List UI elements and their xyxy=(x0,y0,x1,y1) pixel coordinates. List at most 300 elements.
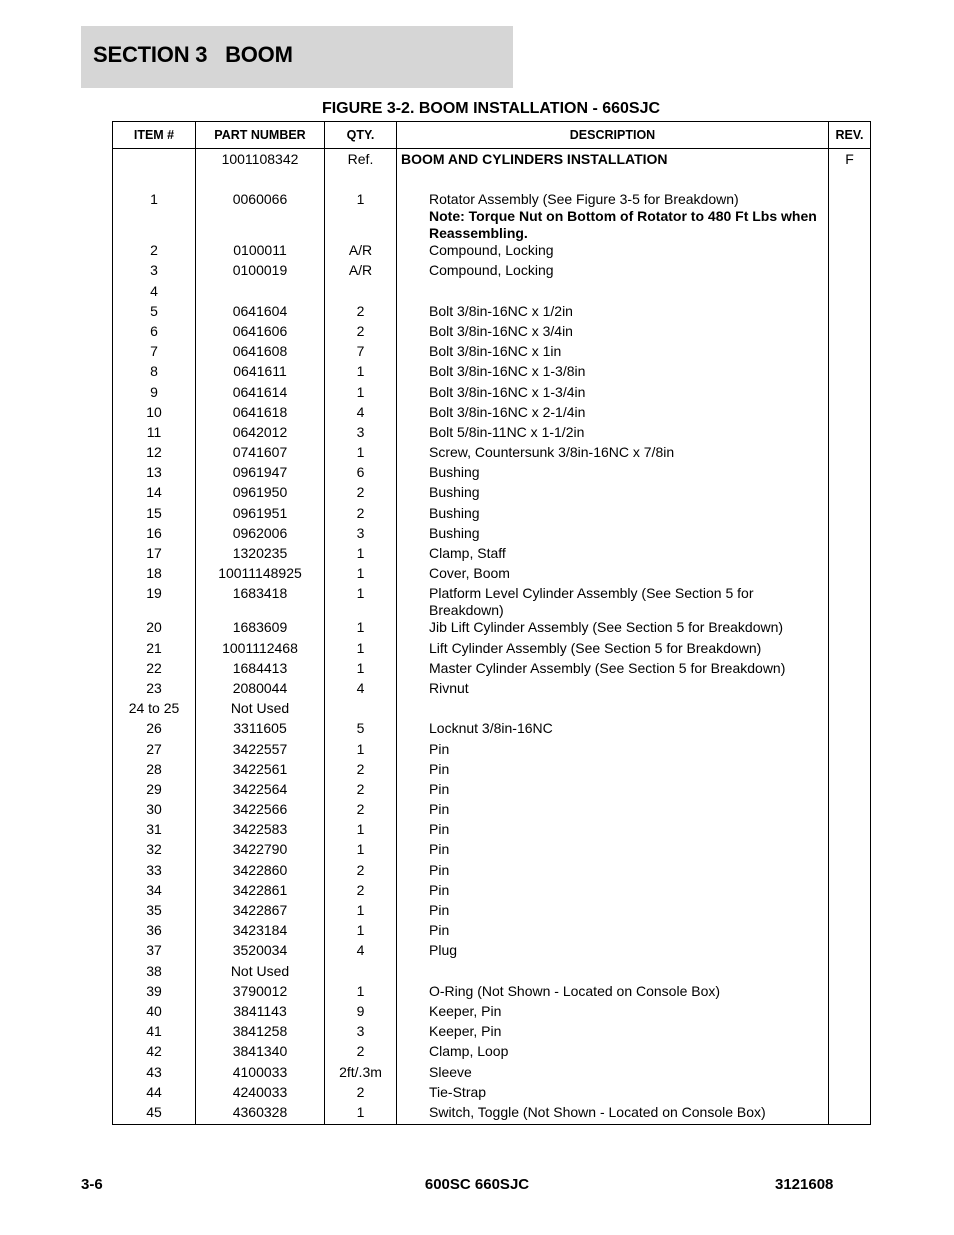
cell-qty: 2 xyxy=(325,484,397,504)
cell-rev xyxy=(829,720,871,740)
table-row xyxy=(113,1104,871,1125)
table-row xyxy=(113,619,871,639)
table-row xyxy=(113,942,871,962)
cell-qty: 1 xyxy=(325,902,397,922)
cell-qty: 4 xyxy=(325,942,397,962)
description-text: Bolt 3/8in-16NC x 1-3/8in xyxy=(429,363,586,380)
cell-item: 7 xyxy=(113,343,196,363)
cell-rev xyxy=(829,1043,871,1063)
table-row xyxy=(113,191,871,242)
cell-description xyxy=(397,545,829,565)
cell-description xyxy=(397,882,829,902)
cell-qty: 7 xyxy=(325,343,397,363)
cell-rev xyxy=(829,1064,871,1084)
cell-description xyxy=(397,660,829,680)
cell-part-number: 0961951 xyxy=(196,505,325,525)
description-text: Pin xyxy=(429,841,450,858)
cell-item: 29 xyxy=(113,781,196,801)
table-row xyxy=(113,242,871,262)
description-text: Pin xyxy=(429,922,450,939)
cell-description: BOOM AND CYLINDERS INSTALLATION xyxy=(397,149,829,172)
table-row xyxy=(113,841,871,861)
cell-description xyxy=(397,283,829,303)
cell-part-number: 3423184 xyxy=(196,922,325,942)
cell-qty: 4 xyxy=(325,680,397,700)
cell-item: 28 xyxy=(113,761,196,781)
description-text: Cover, Boom xyxy=(429,565,510,582)
description-text: Plug xyxy=(429,942,458,959)
cell-description xyxy=(397,821,829,841)
cell-description xyxy=(397,761,829,781)
cell-part-number: 3422566 xyxy=(196,801,325,821)
table-row xyxy=(113,741,871,761)
cell-qty: 1 xyxy=(325,1104,397,1125)
cell-description xyxy=(397,303,829,323)
description-text: Switch, Toggle (Not Shown - Located on Console Box) xyxy=(429,1103,766,1120)
cell-item: 39 xyxy=(113,983,196,1003)
cell-part-number: 0642012 xyxy=(196,424,325,444)
cell-item: 40 xyxy=(113,1003,196,1023)
section-title: SECTION 3 BOOM xyxy=(93,42,293,67)
cell-qty: 1 xyxy=(325,585,397,619)
cell-qty: 2 xyxy=(325,862,397,882)
cell-item: 2 xyxy=(113,242,196,262)
cell-qty: 2 xyxy=(325,323,397,343)
cell-item: 6 xyxy=(113,323,196,343)
cell-rev xyxy=(829,545,871,565)
cell-part-number: 0100019 xyxy=(196,262,325,282)
table-header-row xyxy=(113,122,871,149)
parts-table xyxy=(112,121,871,1125)
description-text: Bolt 3/8in-16NC x 3/4in xyxy=(429,322,573,339)
cell-rev xyxy=(829,565,871,585)
description-note: Note: Torque Nut on Bottom of Rotator to 480 Ft Lbs when Reassembling. xyxy=(429,208,817,242)
cell-qty: Ref. xyxy=(325,149,397,172)
cell-rev xyxy=(829,242,871,262)
cell-description xyxy=(397,505,829,525)
cell-qty: 1 xyxy=(325,384,397,404)
cell-description xyxy=(397,640,829,660)
cell-qty: 1 xyxy=(325,444,397,464)
figure-title: FIGURE 3-2. BOOM INSTALLATION - 660SJC xyxy=(321,100,661,117)
table-row xyxy=(113,801,871,821)
cell-rev xyxy=(829,505,871,525)
header-qty: QTY. xyxy=(325,122,397,149)
cell-rev xyxy=(829,262,871,282)
cell-part-number: 0641608 xyxy=(196,343,325,363)
cell-description xyxy=(397,700,829,720)
cell-rev xyxy=(829,700,871,720)
cell-rev xyxy=(829,444,871,464)
cell-part-number: 3422860 xyxy=(196,862,325,882)
cell-description xyxy=(397,384,829,404)
description-text: Sleeve xyxy=(429,1063,472,1080)
cell-rev xyxy=(829,942,871,962)
description-text: Screw, Countersunk 3/8in-16NC x 7/8in xyxy=(429,444,675,461)
description-text: Pin xyxy=(429,740,450,757)
table-row xyxy=(113,303,871,323)
cell-description xyxy=(397,424,829,444)
cell-rev xyxy=(829,902,871,922)
table-row-spacer xyxy=(113,171,871,191)
cell-part-number: 0641618 xyxy=(196,404,325,424)
cell-rev xyxy=(829,384,871,404)
cell-qty: 6 xyxy=(325,464,397,484)
table-row xyxy=(113,585,871,619)
table-row xyxy=(113,862,871,882)
table-row xyxy=(113,283,871,303)
cell-description xyxy=(397,404,829,424)
table-row xyxy=(113,444,871,464)
description-text: Bolt 3/8in-16NC x 1-3/4in xyxy=(429,383,586,400)
header-part-number: PART NUMBER xyxy=(196,122,325,149)
table-row xyxy=(113,525,871,545)
description-text: Pin xyxy=(429,821,450,838)
cell-part-number: 3520034 xyxy=(196,942,325,962)
description-text: Compound, Locking xyxy=(429,242,554,259)
cell-qty: 1 xyxy=(325,741,397,761)
cell-rev xyxy=(829,323,871,343)
cell-part-number: 3790012 xyxy=(196,983,325,1003)
cell-qty: 1 xyxy=(325,922,397,942)
cell-qty: 3 xyxy=(325,1023,397,1043)
cell-rev xyxy=(829,525,871,545)
cell-part-number: 0641606 xyxy=(196,323,325,343)
cell-item: 27 xyxy=(113,741,196,761)
cell-item: 8 xyxy=(113,363,196,383)
cell-item: 45 xyxy=(113,1104,196,1125)
cell-rev xyxy=(829,741,871,761)
cell-item: 43 xyxy=(113,1064,196,1084)
cell-qty: A/R xyxy=(325,242,397,262)
cell-qty: 2 xyxy=(325,1043,397,1063)
description-text: O-Ring (Not Shown - Located on Console Box) xyxy=(429,982,721,999)
cell-qty xyxy=(325,700,397,720)
cell-description xyxy=(397,1064,829,1084)
cell-part-number: 0100011 xyxy=(196,242,325,262)
cell-item: 3 xyxy=(113,262,196,282)
cell-part-number: 1684413 xyxy=(196,660,325,680)
cell-rev xyxy=(829,585,871,619)
cell-rev xyxy=(829,781,871,801)
description-text: Bolt 3/8in-16NC x 1/2in xyxy=(429,302,573,319)
cell-description xyxy=(397,841,829,861)
cell-description xyxy=(397,585,829,619)
table-row xyxy=(113,700,871,720)
cell-rev xyxy=(829,1084,871,1104)
cell-part-number: 0741607 xyxy=(196,444,325,464)
footer-page-number: 3-6 xyxy=(81,1176,103,1193)
cell-qty xyxy=(325,283,397,303)
description-text: Rotator Assembly (See Figure 3-5 for Breakdown) xyxy=(429,191,739,208)
description-text: Pin xyxy=(429,760,450,777)
cell-item: 1 xyxy=(113,191,196,242)
cell-qty: 4 xyxy=(325,404,397,424)
cell-description xyxy=(397,741,829,761)
cell-item: 5 xyxy=(113,303,196,323)
cell-part-number: 0641614 xyxy=(196,384,325,404)
cell-part-number: 3311605 xyxy=(196,720,325,740)
footer-doc-number: 3121608 xyxy=(775,1176,834,1193)
cell-item: 36 xyxy=(113,922,196,942)
cell-description xyxy=(397,525,829,545)
cell-qty: 1 xyxy=(325,363,397,383)
table-row xyxy=(113,902,871,922)
cell-description xyxy=(397,464,829,484)
cell-item: 4 xyxy=(113,283,196,303)
cell-description xyxy=(397,262,829,282)
cell-item: 20 xyxy=(113,619,196,639)
cell-qty: 1 xyxy=(325,640,397,660)
table-row-main xyxy=(113,149,871,172)
cell-part-number: 3841340 xyxy=(196,1043,325,1063)
description-text: Bushing xyxy=(429,504,480,521)
table-row xyxy=(113,821,871,841)
cell-rev xyxy=(829,862,871,882)
cell-description xyxy=(397,363,829,383)
cell-description xyxy=(397,1104,829,1125)
cell-description xyxy=(397,191,829,242)
table-row xyxy=(113,882,871,902)
cell-rev xyxy=(829,1023,871,1043)
cell-qty: A/R xyxy=(325,262,397,282)
cell-item: 31 xyxy=(113,821,196,841)
cell-part-number: 1683609 xyxy=(196,619,325,639)
cell-rev xyxy=(829,841,871,861)
cell-rev xyxy=(829,404,871,424)
cell-item: 22 xyxy=(113,660,196,680)
table-row xyxy=(113,384,871,404)
table-row xyxy=(113,963,871,983)
cell-description xyxy=(397,1043,829,1063)
cell-description xyxy=(397,902,829,922)
cell-part-number: 3422557 xyxy=(196,741,325,761)
table-row xyxy=(113,404,871,424)
cell-rev xyxy=(829,660,871,680)
cell-description xyxy=(397,1023,829,1043)
cell-description xyxy=(397,942,829,962)
table-row xyxy=(113,323,871,343)
cell-item: 19 xyxy=(113,585,196,619)
cell-item: 38 xyxy=(113,963,196,983)
cell-description xyxy=(397,983,829,1003)
cell-rev: F xyxy=(829,149,871,172)
cell-part-number: 0060066 xyxy=(196,191,325,242)
description-text: Pin xyxy=(429,801,450,818)
cell-item: 10 xyxy=(113,404,196,424)
description-text: Bushing xyxy=(429,524,480,541)
table-row xyxy=(113,363,871,383)
cell-item: 9 xyxy=(113,384,196,404)
cell-item: 17 xyxy=(113,545,196,565)
cell-item: 23 xyxy=(113,680,196,700)
table-row xyxy=(113,1064,871,1084)
description-text: Bolt 3/8in-16NC x 2-1/4in xyxy=(429,403,586,420)
table-row xyxy=(113,720,871,740)
cell-rev xyxy=(829,191,871,242)
cell-description xyxy=(397,680,829,700)
description-text: Master Cylinder Assembly (See Section 5 for Breakdown) xyxy=(429,659,786,676)
cell-description xyxy=(397,1003,829,1023)
cell-part-number: 1001108342 xyxy=(196,149,325,172)
table-row xyxy=(113,424,871,444)
cell-qty: 2 xyxy=(325,303,397,323)
cell-item: 33 xyxy=(113,862,196,882)
cell-qty: 2 xyxy=(325,801,397,821)
cell-rev xyxy=(829,1003,871,1023)
cell-rev xyxy=(829,343,871,363)
cell-qty: 1 xyxy=(325,565,397,585)
cell-description xyxy=(397,444,829,464)
header-rev: REV. xyxy=(829,122,871,149)
cell-part-number: 3422561 xyxy=(196,761,325,781)
section-banner xyxy=(81,26,513,88)
table-row xyxy=(113,565,871,585)
header-item: ITEM # xyxy=(113,122,196,149)
description-text: Jib Lift Cylinder Assembly (See Section 5 for Breakdown) xyxy=(429,619,784,636)
cell-part-number: 3841143 xyxy=(196,1003,325,1023)
cell-description xyxy=(397,801,829,821)
table-row xyxy=(113,343,871,363)
cell-qty: 5 xyxy=(325,720,397,740)
cell-rev xyxy=(829,484,871,504)
description-text: Lift Cylinder Assembly (See Section 5 for Breakdown) xyxy=(429,639,762,656)
description-text: Platform Level Cylinder Assembly (See Section 5 for Breakdown) xyxy=(429,585,754,619)
cell-qty: 1 xyxy=(325,191,397,242)
cell-description xyxy=(397,484,829,504)
cell-item: 41 xyxy=(113,1023,196,1043)
cell-rev xyxy=(829,303,871,323)
cell-qty: 2 xyxy=(325,1084,397,1104)
description-text: Keeper, Pin xyxy=(429,1023,502,1040)
description-text: Keeper, Pin xyxy=(429,1002,502,1019)
table-row xyxy=(113,922,871,942)
cell-item: 24 to 25 xyxy=(113,700,196,720)
cell-part-number: 0962006 xyxy=(196,525,325,545)
cell-description xyxy=(397,343,829,363)
table-row xyxy=(113,1043,871,1063)
cell-part-number: 1001112468 xyxy=(196,640,325,660)
description-text: Bolt 5/8in-11NC x 1-1/2in xyxy=(429,423,585,440)
cell-item: 16 xyxy=(113,525,196,545)
cell-part-number: 2080044 xyxy=(196,680,325,700)
cell-item: 30 xyxy=(113,801,196,821)
cell-part-number xyxy=(196,283,325,303)
table-row xyxy=(113,761,871,781)
cell-description xyxy=(397,565,829,585)
cell-qty: 1 xyxy=(325,660,397,680)
cell-rev xyxy=(829,1104,871,1125)
cell-part-number: 0961947 xyxy=(196,464,325,484)
cell-description xyxy=(397,781,829,801)
table-row xyxy=(113,464,871,484)
cell-rev xyxy=(829,619,871,639)
cell-item: 26 xyxy=(113,720,196,740)
cell-rev xyxy=(829,283,871,303)
cell-qty: 2 xyxy=(325,882,397,902)
cell-item: 12 xyxy=(113,444,196,464)
footer-model: 600SC 660SJC xyxy=(424,1176,530,1193)
cell-description xyxy=(397,862,829,882)
cell-item: 21 xyxy=(113,640,196,660)
cell-rev xyxy=(829,801,871,821)
cell-item: 32 xyxy=(113,841,196,861)
cell-rev xyxy=(829,983,871,1003)
cell-part-number: 1683418 xyxy=(196,585,325,619)
cell-part-number: 0641604 xyxy=(196,303,325,323)
cell-description xyxy=(397,720,829,740)
cell-item: 44 xyxy=(113,1084,196,1104)
cell-qty: 2 xyxy=(325,505,397,525)
cell-item: 37 xyxy=(113,942,196,962)
cell-rev xyxy=(829,922,871,942)
cell-description xyxy=(397,323,829,343)
table-row xyxy=(113,545,871,565)
cell-rev xyxy=(829,464,871,484)
cell-description xyxy=(397,922,829,942)
cell-item: 34 xyxy=(113,882,196,902)
table-row xyxy=(113,484,871,504)
cell-rev xyxy=(829,680,871,700)
cell-rev xyxy=(829,821,871,841)
table-row xyxy=(113,505,871,525)
description-text: Pin xyxy=(429,780,450,797)
cell-part-number: 4100033 xyxy=(196,1064,325,1084)
cell-qty xyxy=(325,963,397,983)
cell-qty: 2 xyxy=(325,761,397,781)
table-row xyxy=(113,1084,871,1104)
cell-qty: 1 xyxy=(325,619,397,639)
table-row xyxy=(113,983,871,1003)
cell-part-number: 0641611 xyxy=(196,363,325,383)
cell-rev xyxy=(829,640,871,660)
description-text: Locknut 3/8in-16NC xyxy=(429,720,553,737)
cell-description xyxy=(397,963,829,983)
cell-part-number: 3422790 xyxy=(196,841,325,861)
cell-rev xyxy=(829,761,871,781)
table-row xyxy=(113,640,871,660)
cell-part-number: 10011148925 xyxy=(196,565,325,585)
cell-part-number: 1320235 xyxy=(196,545,325,565)
cell-part-number: 3841258 xyxy=(196,1023,325,1043)
cell-description xyxy=(397,619,829,639)
cell-part-number: 4240033 xyxy=(196,1084,325,1104)
cell-rev xyxy=(829,963,871,983)
cell-rev xyxy=(829,363,871,383)
cell-item: 42 xyxy=(113,1043,196,1063)
cell-part-number: 3422583 xyxy=(196,821,325,841)
cell-item: 11 xyxy=(113,424,196,444)
cell-part-number: 3422867 xyxy=(196,902,325,922)
description-text: Clamp, Loop xyxy=(429,1043,509,1060)
description-text: Compound, Locking xyxy=(429,262,554,279)
description-text: Pin xyxy=(429,881,450,898)
table-row xyxy=(113,781,871,801)
description-text: Bushing xyxy=(429,464,480,481)
cell-item: 35 xyxy=(113,902,196,922)
cell-qty: 1 xyxy=(325,821,397,841)
cell-description xyxy=(397,1084,829,1104)
cell-item: 13 xyxy=(113,464,196,484)
cell-qty: 3 xyxy=(325,424,397,444)
cell-item: 18 xyxy=(113,565,196,585)
cell-qty: 2 xyxy=(325,781,397,801)
cell-part-number: 3422564 xyxy=(196,781,325,801)
description-text: Tie-Strap xyxy=(429,1083,487,1100)
cell-part-number: 4360328 xyxy=(196,1104,325,1125)
table-row xyxy=(113,680,871,700)
cell-qty: 3 xyxy=(325,525,397,545)
